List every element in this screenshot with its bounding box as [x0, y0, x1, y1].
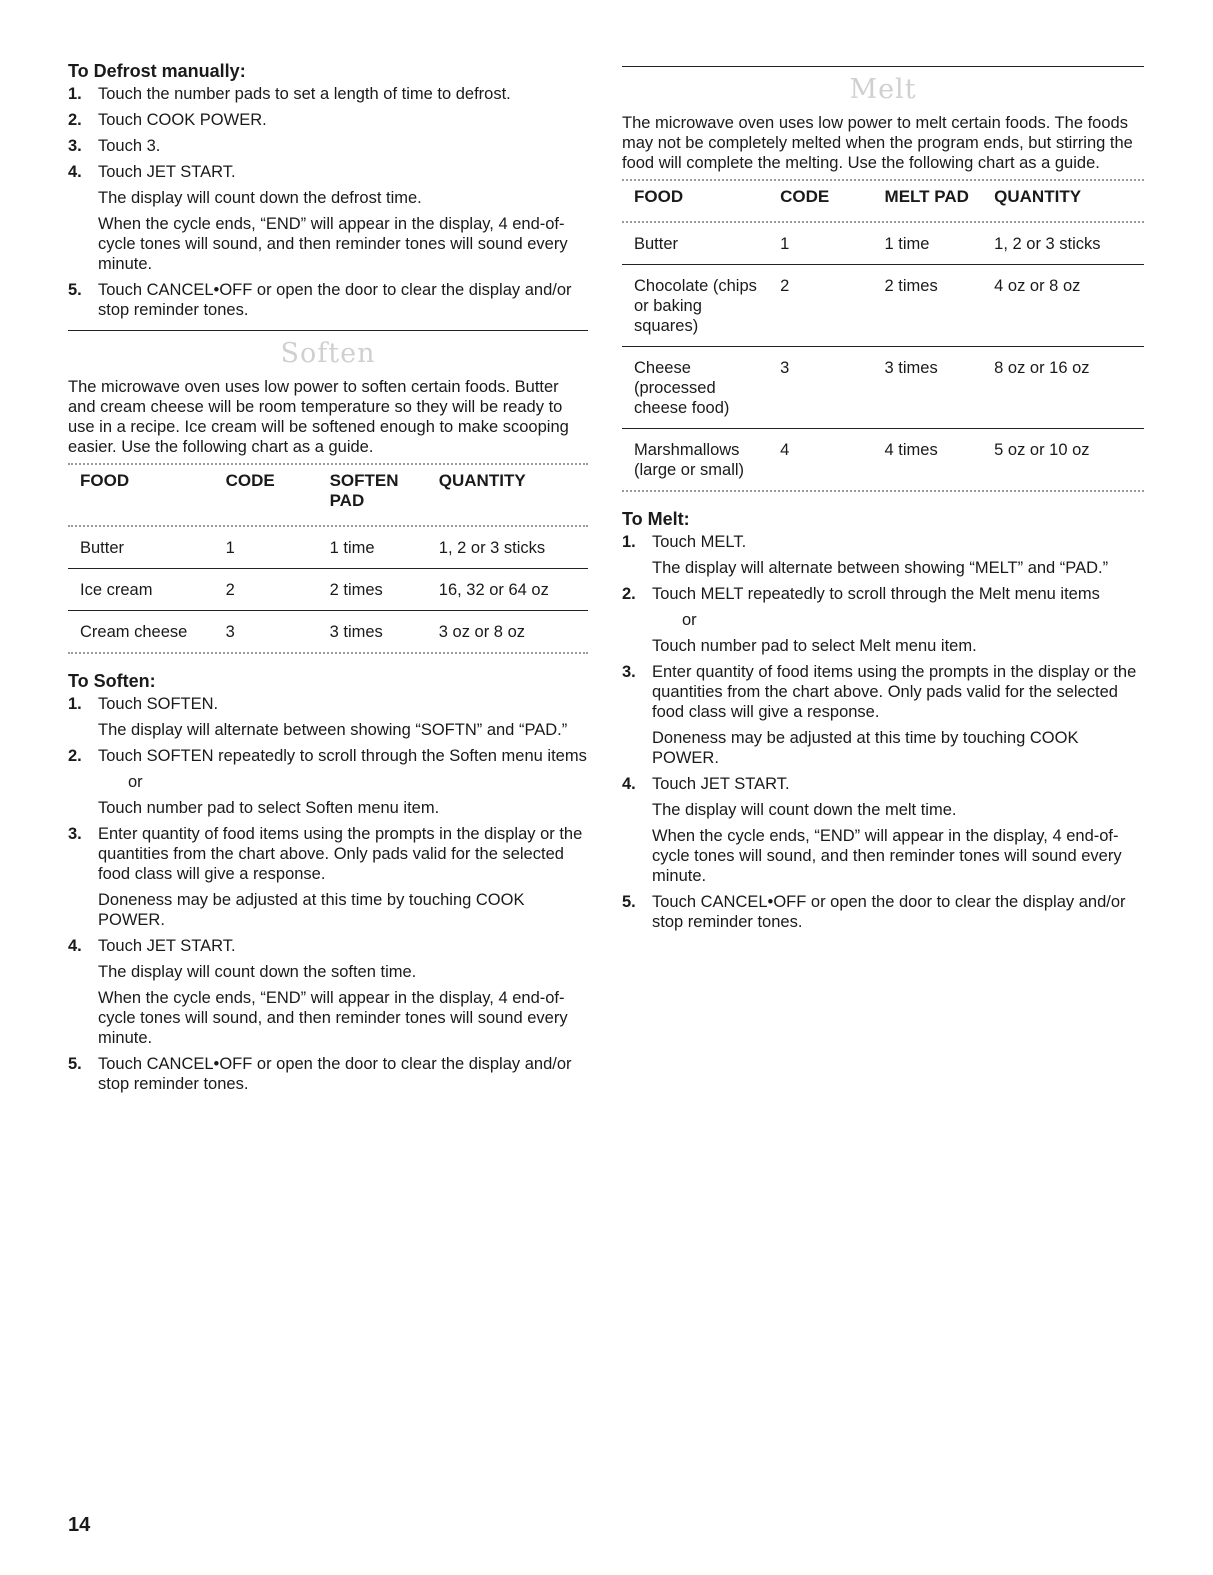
melt-title: Melt — [849, 74, 917, 105]
melt-step-2: 2. Touch MELT repeatedly to scroll through the Melt menu items or Touch number pad to select Melt menu item. — [622, 584, 1144, 656]
table-bottom-rule — [68, 652, 588, 654]
melt-step-4: 4. Touch JET START. The display will count down the melt time. When the cycle ends, “END” will appear in the display, 4 end-of-cycle tones will sound, and then reminder tones will sound every minute. — [622, 774, 1144, 886]
step-note: Doneness may be adjusted at this time by touching COOK POWER. — [98, 891, 525, 929]
soften-heading: To Soften: — [68, 671, 156, 691]
table-row: Butter 1 1 time 1, 2 or 3 sticks — [80, 539, 546, 557]
defrost-steps — [68, 84, 588, 320]
defrost-step-2: 2. Touch COOK POWER. — [68, 111, 267, 129]
melt-section — [622, 73, 1144, 932]
table-header-row — [622, 181, 1144, 221]
step-note: When the cycle ends, “END” will appear in the display, 4 end-of-cycle tones will sound, and then reminder tones will sound every minute. — [98, 989, 568, 1047]
defrost-step-4: 4. Touch JET START. The display will count down the defrost time. When the cycle ends, “END” will appear in the display, 4 end-of-cycle tones will sound, and then reminder tones will sound every minute. — [68, 162, 588, 274]
header-pad: MELT PAD — [884, 187, 969, 206]
header-quantity: QUANTITY — [438, 471, 526, 490]
melt-intro: The microwave oven uses low power to melt certain foods. The foods may not be completely melted when the program ends, but stirring the food will complete the melting. Use the following chart as a guide. — [622, 114, 1133, 172]
soften-step-1: 1. Touch SOFTEN. The display will alternate between showing “SOFTN” and “PAD.” — [68, 694, 588, 740]
right-column — [622, 60, 1144, 938]
melt-step-1: 1. Touch MELT. The display will alternate between showing “MELT” and “PAD.” — [622, 532, 1144, 578]
header-food: FOOD — [634, 187, 684, 206]
header-food: FOOD — [80, 471, 130, 490]
section-divider — [68, 330, 588, 331]
defrost-heading: To Defrost manually: — [68, 61, 246, 81]
table-row: Cream cheese 3 3 times 3 oz or 8 oz — [68, 611, 588, 653]
header-code: CODE — [780, 187, 830, 206]
step-or: or — [128, 773, 143, 791]
step-note: The display will alternate between showing “MELT” and “PAD.” — [652, 559, 1109, 577]
section-divider — [622, 66, 1144, 67]
defrost-section — [68, 60, 588, 320]
table-row: Butter 1 1 time 1, 2 or 3 sticks — [634, 235, 1101, 253]
soften-steps — [68, 694, 588, 1094]
table-row: Ice cream 2 2 times 16, 32 or 64 oz — [68, 569, 588, 611]
header-quantity: QUANTITY — [994, 187, 1082, 206]
header-code: CODE — [225, 471, 275, 490]
step-note: The display will count down the defrost time. — [98, 189, 422, 207]
soften-step-4: 4. Touch JET START. The display will count down the soften time. When the cycle ends, “END” will appear in the display, 4 end-of-cycle tones will sound, and then reminder tones will sound every minute. — [68, 936, 588, 1048]
step-alt: Touch number pad to select Melt menu item. — [652, 637, 977, 655]
table-header-row — [68, 465, 588, 525]
header-pad: SOFTEN PAD — [329, 471, 399, 510]
defrost-step-1: 1. Touch the number pads to set a length of time to defrost. — [68, 85, 511, 103]
soften-step-5: 5. Touch CANCEL•OFF or open the door to clear the display and/or stop reminder tones. — [68, 1055, 572, 1093]
melt-table — [622, 181, 1144, 490]
melt-heading: To Melt: — [622, 509, 690, 529]
page-number: 14 — [68, 1514, 91, 1536]
table-bottom-rule — [622, 490, 1144, 492]
step-alt: Touch number pad to select Soften menu item. — [98, 799, 440, 817]
step-note: Doneness may be adjusted at this time by touching COOK POWER. — [652, 729, 1079, 767]
step-note: The display will count down the soften time. — [98, 963, 417, 981]
step-note: The display will count down the melt time. — [652, 801, 957, 819]
soften-table — [68, 465, 588, 652]
step-note: When the cycle ends, “END” will appear in the display, 4 end-of-cycle tones will sound, and then reminder tones will sound every minute. — [98, 215, 568, 273]
step-note: The display will alternate between showing “SOFTN” and “PAD.” — [98, 721, 568, 739]
step-or: or — [682, 611, 697, 629]
table-row: Marshmallows (large or small) 4 4 times 5 oz or 10 oz — [622, 429, 1144, 491]
defrost-step-3: 3. Touch 3. — [68, 137, 161, 155]
table-row: Chocolate (chips or baking squares) 2 2 times 4 oz or 8 oz — [622, 265, 1144, 347]
melt-step-3: 3. Enter quantity of food items using the prompts in the display or the quantities from the chart above. Only pads valid for the selected food class will give a response. Doneness may be adjusted at this time by touching COOK POWER. — [622, 662, 1144, 768]
melt-steps — [622, 532, 1144, 932]
left-column — [68, 60, 588, 1100]
soften-section — [68, 337, 588, 1094]
soften-step-3: 3. Enter quantity of food items using the prompts in the display or the quantities from the chart above. Only pads valid for the selected food class will give a response. Doneness may be adjusted at this time by touching COOK POWER. — [68, 824, 588, 930]
soften-intro: The microwave oven uses low power to soften certain foods. Butter and cream cheese will be room temperature so they will be ready to use in a recipe. Ice cream will be softened enough to make scooping easier. Use the following chart as a guide. — [68, 378, 569, 456]
melt-step-5: 5. Touch CANCEL•OFF or open the door to clear the display and/or stop reminder tones. — [622, 893, 1126, 931]
soften-title: Soften — [280, 338, 376, 369]
table-row: Cheese (processed cheese food) 3 3 times 8 oz or 16 oz — [622, 347, 1144, 429]
defrost-step-5: 5. Touch CANCEL•OFF or open the door to clear the display and/or stop reminder tones. — [68, 281, 572, 319]
soften-step-2: 2. Touch SOFTEN repeatedly to scroll through the Soften menu items or Touch number pad to select Soften menu item. — [68, 747, 587, 817]
step-note: When the cycle ends, “END” will appear in the display, 4 end-of-cycle tones will sound, and then reminder tones will sound every minute. — [652, 827, 1122, 885]
